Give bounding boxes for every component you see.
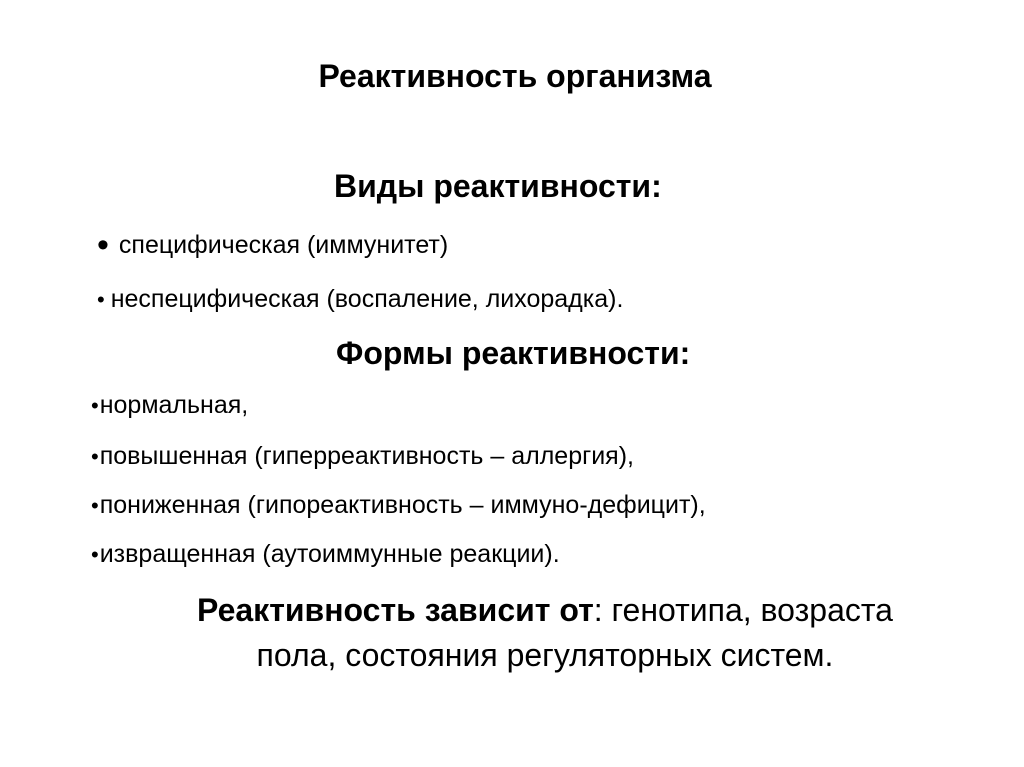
forms-item-text: повышенная (гиперреактивность – аллергия), — [99, 442, 634, 470]
forms-item-increased — [91, 440, 634, 473]
bullet: • — [91, 542, 99, 567]
forms-item-text: пониженная (гипореактивность – иммуно-дефицит), — [99, 491, 706, 519]
types-item-specific — [97, 226, 449, 264]
bullet: • — [97, 226, 109, 264]
forms-item-normal — [91, 389, 248, 422]
forms-heading: Формы реактивности: — [336, 335, 691, 371]
types-item-text: неспецифическая (воспаление, лихорадка). — [110, 285, 624, 313]
types-item-nonspecific — [97, 283, 623, 316]
types-heading: Виды реактивности: — [334, 168, 662, 204]
forms-item-decreased — [91, 489, 706, 522]
summary-lead: Реактивность зависит от — [197, 592, 594, 628]
bullet: • — [91, 393, 99, 418]
bullet: • — [91, 493, 99, 518]
types-item-text: специфическая (иммунитет) — [118, 231, 449, 259]
slide-title: Реактивность организма — [318, 58, 712, 94]
summary-line2: пола, состояния регуляторных систем. — [256, 637, 834, 673]
forms-item-text: нормальная, — [99, 391, 249, 419]
forms-item-perverted — [91, 538, 560, 571]
summary — [60, 588, 1024, 678]
bullet: • — [91, 444, 99, 469]
bullet: • — [97, 287, 105, 312]
forms-item-text: извращенная (аутоиммунные реакции). — [99, 540, 560, 568]
summary-line1-rest: : генотипа, возраста — [593, 592, 893, 628]
